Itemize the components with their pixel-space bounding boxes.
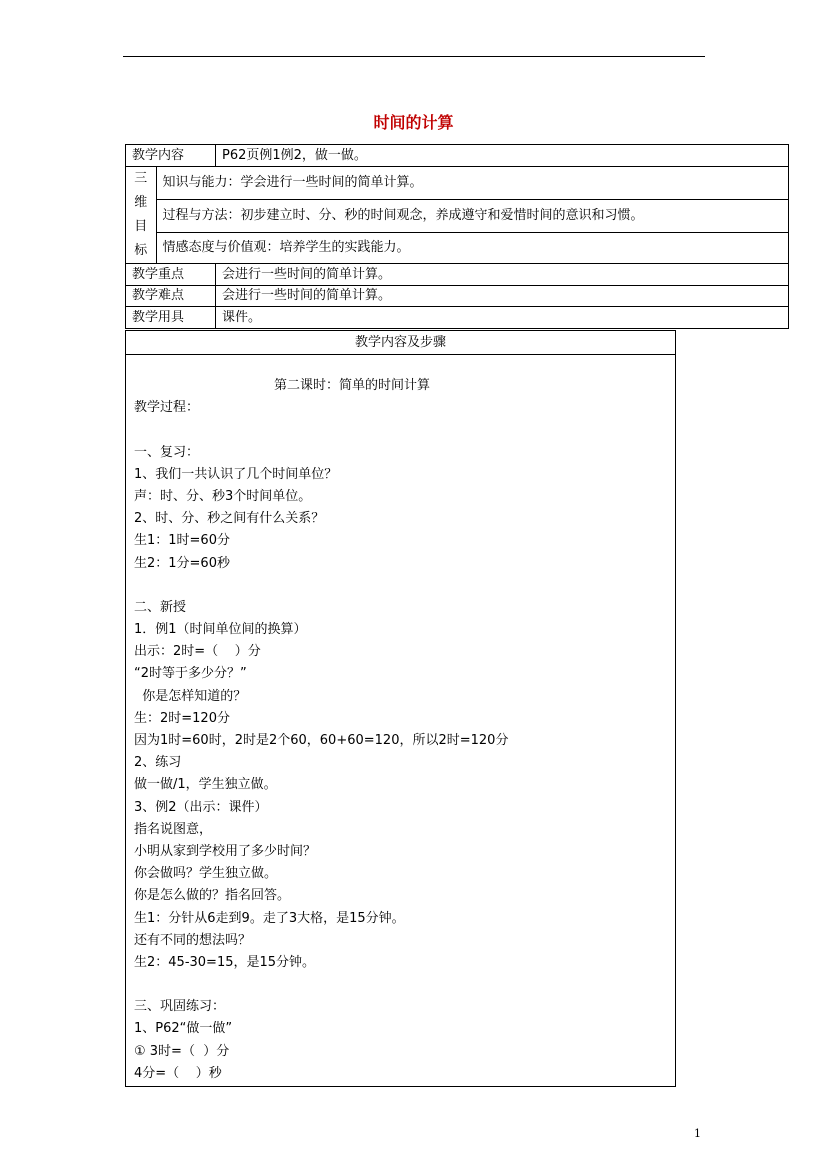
content-line: 1、我们一共认识了几个时间单位？	[134, 466, 338, 482]
content-line: 三、巩固练习：	[134, 999, 226, 1015]
row-tools	[126, 307, 789, 329]
teaching-steps-header: 教学内容及步骤	[126, 331, 676, 355]
content-line: 做一做/1，学生独立做。	[134, 777, 277, 793]
content-line: 生2：45-30=15，是15分钟。	[134, 954, 316, 970]
teaching-steps-table	[125, 330, 676, 1087]
row-difficulty	[126, 286, 789, 307]
document-title: 时间的计算	[373, 113, 454, 132]
label-key-point: 教学重点	[126, 264, 216, 286]
content-line: 2、练习	[134, 755, 182, 771]
content-line: 指名说图意，	[134, 821, 213, 837]
goal-process: 过程与方法：初步建立时、分、秒的时间观念，养成遵守和爱惜时间的意识和习惯。	[156, 199, 788, 232]
content-line: 2、时、分、秒之间有什么关系？	[134, 511, 325, 527]
goals-label-char: 标	[134, 243, 148, 258]
content-line: 1、P62“做一做”	[134, 1021, 233, 1037]
label-tools: 教学用具	[126, 307, 216, 329]
goals-label-char: 维	[134, 195, 148, 210]
label-teaching-content: 教学内容	[126, 145, 216, 167]
goals-label-char: 三	[134, 171, 148, 186]
lesson-info-table	[125, 144, 789, 329]
row-goals	[126, 167, 789, 264]
goals-label-char: 目	[134, 219, 148, 234]
content-line: 一、复习：	[134, 444, 200, 460]
content-line: 你会做吗？学生独立做。	[134, 866, 278, 882]
content-line: 4分=（ ）秒	[134, 1065, 222, 1081]
content-line: 3、例2（出示：课件）	[134, 799, 268, 815]
content-line	[134, 974, 674, 996]
content-line: 小明从家到学校用了多少时间？	[134, 843, 317, 859]
row-key-point	[126, 264, 789, 286]
content-line: 因为1时=60时，2时是2个60，60+60=120，所以2时=120分	[134, 733, 509, 748]
label-difficulty: 教学难点	[126, 286, 216, 307]
value-tools: 课件。	[216, 307, 789, 329]
teaching-steps-text	[127, 356, 674, 1085]
content-line: 1．例1（时间单位间的换算）	[134, 622, 307, 638]
content-line: 生2：1分=60秒	[134, 555, 230, 571]
content-line: 教学过程：	[134, 400, 200, 416]
content-line: 生1：分针从6走到9。走了3大格，是15分钟。	[134, 910, 405, 926]
goal-knowledge: 知识与能力：学会进行一些时间的简单计算。	[156, 167, 788, 199]
content-line: 你是怎样知道的？	[134, 688, 247, 704]
lesson-title: 第二课时：简单的时间计算	[274, 378, 431, 393]
value-difficulty: 会进行一些时间的简单计算。	[216, 286, 789, 307]
content-line: 二、新授	[134, 599, 187, 615]
content-line: 声：时、分、秒3个时间单位。	[134, 488, 312, 504]
goals-label	[126, 167, 156, 263]
value-key-point: 会进行一些时间的简单计算。	[216, 264, 789, 286]
content-line: 还有不同的想法吗？	[134, 932, 252, 948]
row-teaching-content	[126, 145, 789, 167]
content-line: 生：2时=120分	[134, 710, 230, 726]
goals-subtable	[126, 167, 788, 263]
content-line	[134, 419, 674, 441]
content-line: “2时等于多少分？”	[134, 666, 247, 682]
content-line	[134, 575, 674, 597]
content-line: 生1：1时=60分	[134, 533, 230, 549]
page-number: 1	[694, 1127, 701, 1140]
content-line: 出示：2时=（ ）分	[134, 644, 261, 660]
content-line: ① 3时=（ ）分	[134, 1043, 230, 1059]
goal-attitude: 情感态度与价值观：培养学生的实践能力。	[162, 240, 410, 256]
value-teaching-content: P62页例1例2，做一做。	[216, 145, 789, 167]
header-rule	[123, 56, 705, 57]
content-line: 你是怎么做的？指名回答。	[134, 888, 291, 904]
teaching-steps-body	[126, 355, 676, 1087]
